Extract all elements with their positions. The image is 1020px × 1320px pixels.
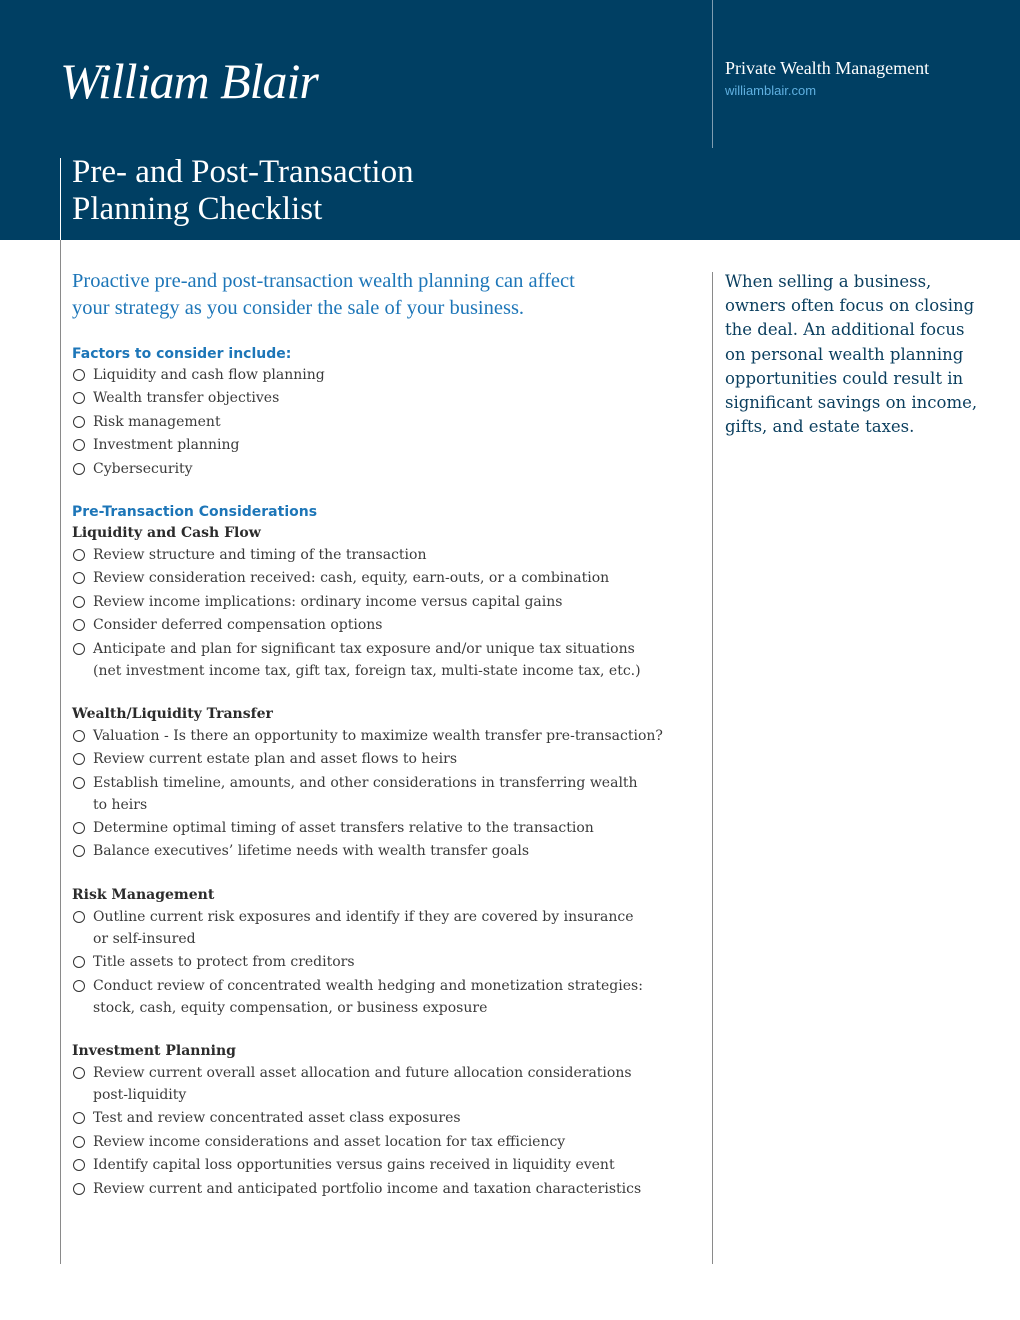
william-blair-logo: William Blair (60, 53, 318, 109)
wealth-transfer-list (72, 725, 692, 863)
investment-planning-heading: Investment Planning (72, 1043, 236, 1060)
checkbox-circle-icon[interactable] (73, 1183, 85, 1195)
brand-url-link[interactable]: williamblair.com (725, 83, 817, 98)
checkbox-circle-icon[interactable] (73, 1112, 85, 1124)
risk-management-heading: Risk Management (72, 886, 215, 903)
checklist-item: Review current estate plan and asset flows to heirs (72, 748, 692, 770)
liquidity-heading: Liquidity and Cash Flow (72, 524, 261, 541)
checklist-item: Determine optimal timing of asset transfers relative to the transaction (72, 817, 692, 839)
main-column (72, 268, 692, 1201)
checklist-item: Valuation - Is there an opportunity to maximize wealth transfer pre-transaction? (72, 725, 692, 747)
intro-line: your strategy as you consider the sale of your business. (72, 297, 525, 319)
sidebar-line: opportunities could result in (725, 368, 964, 388)
sidebar-line: on personal wealth planning (725, 344, 964, 364)
intro-paragraph (72, 268, 692, 322)
sidebar-callout (725, 270, 995, 439)
checklist-item: Review income implications: ordinary income versus capital gains (72, 591, 692, 613)
checkbox-circle-icon[interactable] (73, 439, 85, 451)
checklist-item: Review current and anticipated portfolio income and taxation characteristics (72, 1178, 692, 1200)
checkbox-circle-icon[interactable] (73, 911, 85, 923)
checklist-item: Consider deferred compensation options (72, 614, 692, 636)
column-divider (712, 272, 713, 1264)
checklist-item: Identify capital loss opportunities versus gains received in liquidity event (72, 1154, 692, 1176)
sidebar-line: owners often focus on closing (725, 296, 975, 316)
checklist-item: Wealth transfer objectives (72, 387, 692, 409)
checklist-item: Balance executives’ lifetime needs with wealth transfer goals (72, 840, 692, 862)
checkbox-circle-icon[interactable] (73, 822, 85, 834)
page-title-line: Planning Checklist (72, 191, 323, 227)
sidebar-line: the deal. An additional focus (725, 320, 965, 340)
checkbox-circle-icon[interactable] (73, 416, 85, 428)
investment-planning-list (72, 1062, 692, 1200)
checkbox-circle-icon[interactable] (73, 369, 85, 381)
sidebar-line: significant savings on income, (725, 393, 978, 413)
checklist-item: Liquidity and cash flow planning (72, 364, 692, 386)
checklist-item: Conduct review of concentrated wealth hedging and monetization strategies: stock, cash, equity compensation, or business exposure (72, 975, 692, 1019)
checklist-item: Review income considerations and asset location for tax efficiency (72, 1131, 692, 1153)
checklist-item: Review current overall asset allocation and future allocation considerations post-liquidity (72, 1062, 692, 1106)
checklist-item: Review consideration received: cash, equity, earn-outs, or a combination (72, 567, 692, 589)
checklist-item: Review structure and timing of the transaction (72, 544, 692, 566)
checkbox-circle-icon[interactable] (73, 643, 85, 655)
checklist-item: Cybersecurity (72, 458, 692, 480)
checklist-item: Anticipate and plan for significant tax exposure and/or unique tax situations (net investment income tax, gift tax, foreign tax, multi-state income tax, etc.) (72, 638, 692, 682)
checkbox-circle-icon[interactable] (73, 619, 85, 631)
page-title-line: Pre- and Post-Transaction (72, 154, 414, 190)
liquidity-list (72, 544, 692, 682)
checklist-item: Outline current risk exposures and identify if they are covered by insurance or self-insured (72, 906, 692, 950)
header-divider (712, 0, 713, 148)
sidebar-line: gifts, and estate taxes. (725, 417, 915, 437)
checklist-item: Establish timeline, amounts, and other considerations in transferring wealth to heirs (72, 772, 692, 816)
sidebar-line: When selling a business, (725, 272, 932, 291)
checkbox-circle-icon[interactable] (73, 1159, 85, 1171)
checkbox-circle-icon[interactable] (73, 463, 85, 475)
left-margin-rule (60, 240, 61, 1264)
checkbox-circle-icon[interactable] (73, 1136, 85, 1148)
pre-transaction-heading: Pre-Transaction Considerations (72, 503, 318, 520)
checkbox-circle-icon[interactable] (73, 956, 85, 968)
checklist-item: Investment planning (72, 434, 692, 456)
header-banner (0, 0, 1020, 240)
risk-management-list (72, 906, 692, 1019)
checkbox-circle-icon[interactable] (73, 980, 85, 992)
brand-line: Private Wealth Management (725, 58, 930, 78)
checkbox-circle-icon[interactable] (73, 730, 85, 742)
checklist-item: Test and review concentrated asset class exposures (72, 1107, 692, 1129)
wealth-transfer-heading: Wealth/Liquidity Transfer (72, 705, 273, 722)
checkbox-circle-icon[interactable] (73, 1067, 85, 1079)
checkbox-circle-icon[interactable] (73, 392, 85, 404)
factors-list (72, 364, 692, 480)
intro-line: Proactive pre-and post-transaction wealth planning can affect (72, 270, 575, 292)
checkbox-circle-icon[interactable] (73, 777, 85, 789)
checkbox-circle-icon[interactable] (73, 572, 85, 584)
checklist-item: Title assets to protect from creditors (72, 951, 692, 973)
checklist-item: Risk management (72, 411, 692, 433)
checkbox-circle-icon[interactable] (73, 753, 85, 765)
factors-heading: Factors to consider include: (72, 346, 292, 362)
title-rule (60, 158, 61, 240)
checkbox-circle-icon[interactable] (73, 845, 85, 857)
checkbox-circle-icon[interactable] (73, 596, 85, 608)
checkbox-circle-icon[interactable] (73, 549, 85, 561)
page-title (72, 154, 414, 228)
